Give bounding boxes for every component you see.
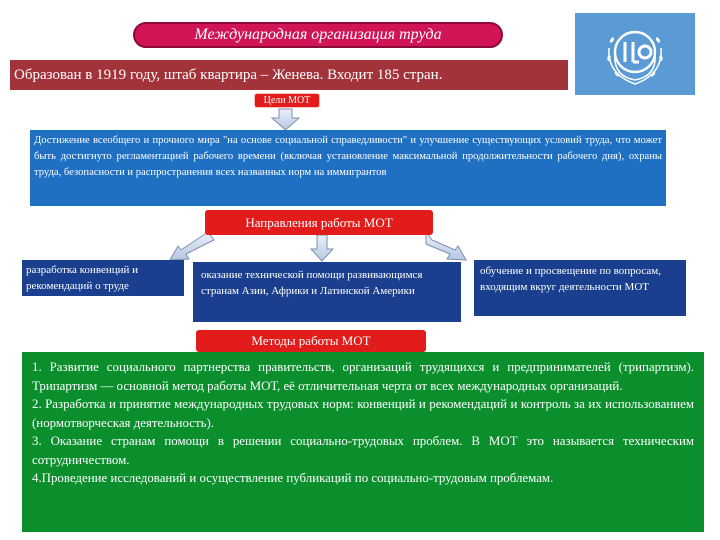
method-item-1: 1. Развитие социального партнерства правительств, организаций трудящихся и предпринимателей (трипартизм). Трипартизм — основной метод работы МОТ, её отличительная черта от всех международных организаций.: [32, 360, 694, 393]
goals-label: Цели МОТ: [254, 93, 320, 108]
goals-text: Достижение всеобщего и прочного мира "на основе социальной справедливости" и улучшение существующих условий труда, что может быть достигнуто регламентацией рабочего времени (включая установление максимальной продолжительности рабочего дня), охраны труда, безопасности и распространения всех названных норм на иммигрантов: [30, 130, 666, 206]
arrow-to-direction-1: [170, 232, 214, 260]
method-item-4: 4.Проведение исследований и осуществление публикаций по социально-трудовым проблемам.: [32, 471, 554, 485]
ilo-logo: [575, 13, 695, 95]
methods-list: [22, 352, 704, 532]
arrow-to-direction-3: [426, 232, 466, 260]
method-item-2: 2. Разработка и принятие международных трудовых норм: конвенций и рекомендаций и контроль за их использованием (нормотворческая деятельность).: [32, 397, 694, 430]
founded-banner: Образован в 1919 году, штаб квартира – Женева. Входит 185 стран.: [10, 60, 568, 90]
direction-item-1: разработка конвенций и рекомендаций о труде: [22, 260, 184, 296]
directions-label: Направления работы МОТ: [205, 210, 433, 235]
ilo-logo-icon: [595, 18, 675, 90]
direction-item-3: обучение и просвещение по вопросам, входящим вкруг деятельности МОТ: [474, 260, 686, 316]
direction-item-2: оказание технической помощи развивающимся странам Азии, Африки и Латинской Америки: [193, 262, 461, 322]
method-item-3: 3. Оказание странам помощи в решении социально-трудовых проблем. В МОТ это называется техническим сотрудничеством.: [32, 434, 694, 467]
methods-label: Методы работы МОТ: [196, 330, 426, 352]
arrow-to-direction-2: [311, 235, 333, 261]
page-title: Международная организация труда: [133, 22, 503, 48]
arrow-to-goals: [272, 109, 299, 130]
